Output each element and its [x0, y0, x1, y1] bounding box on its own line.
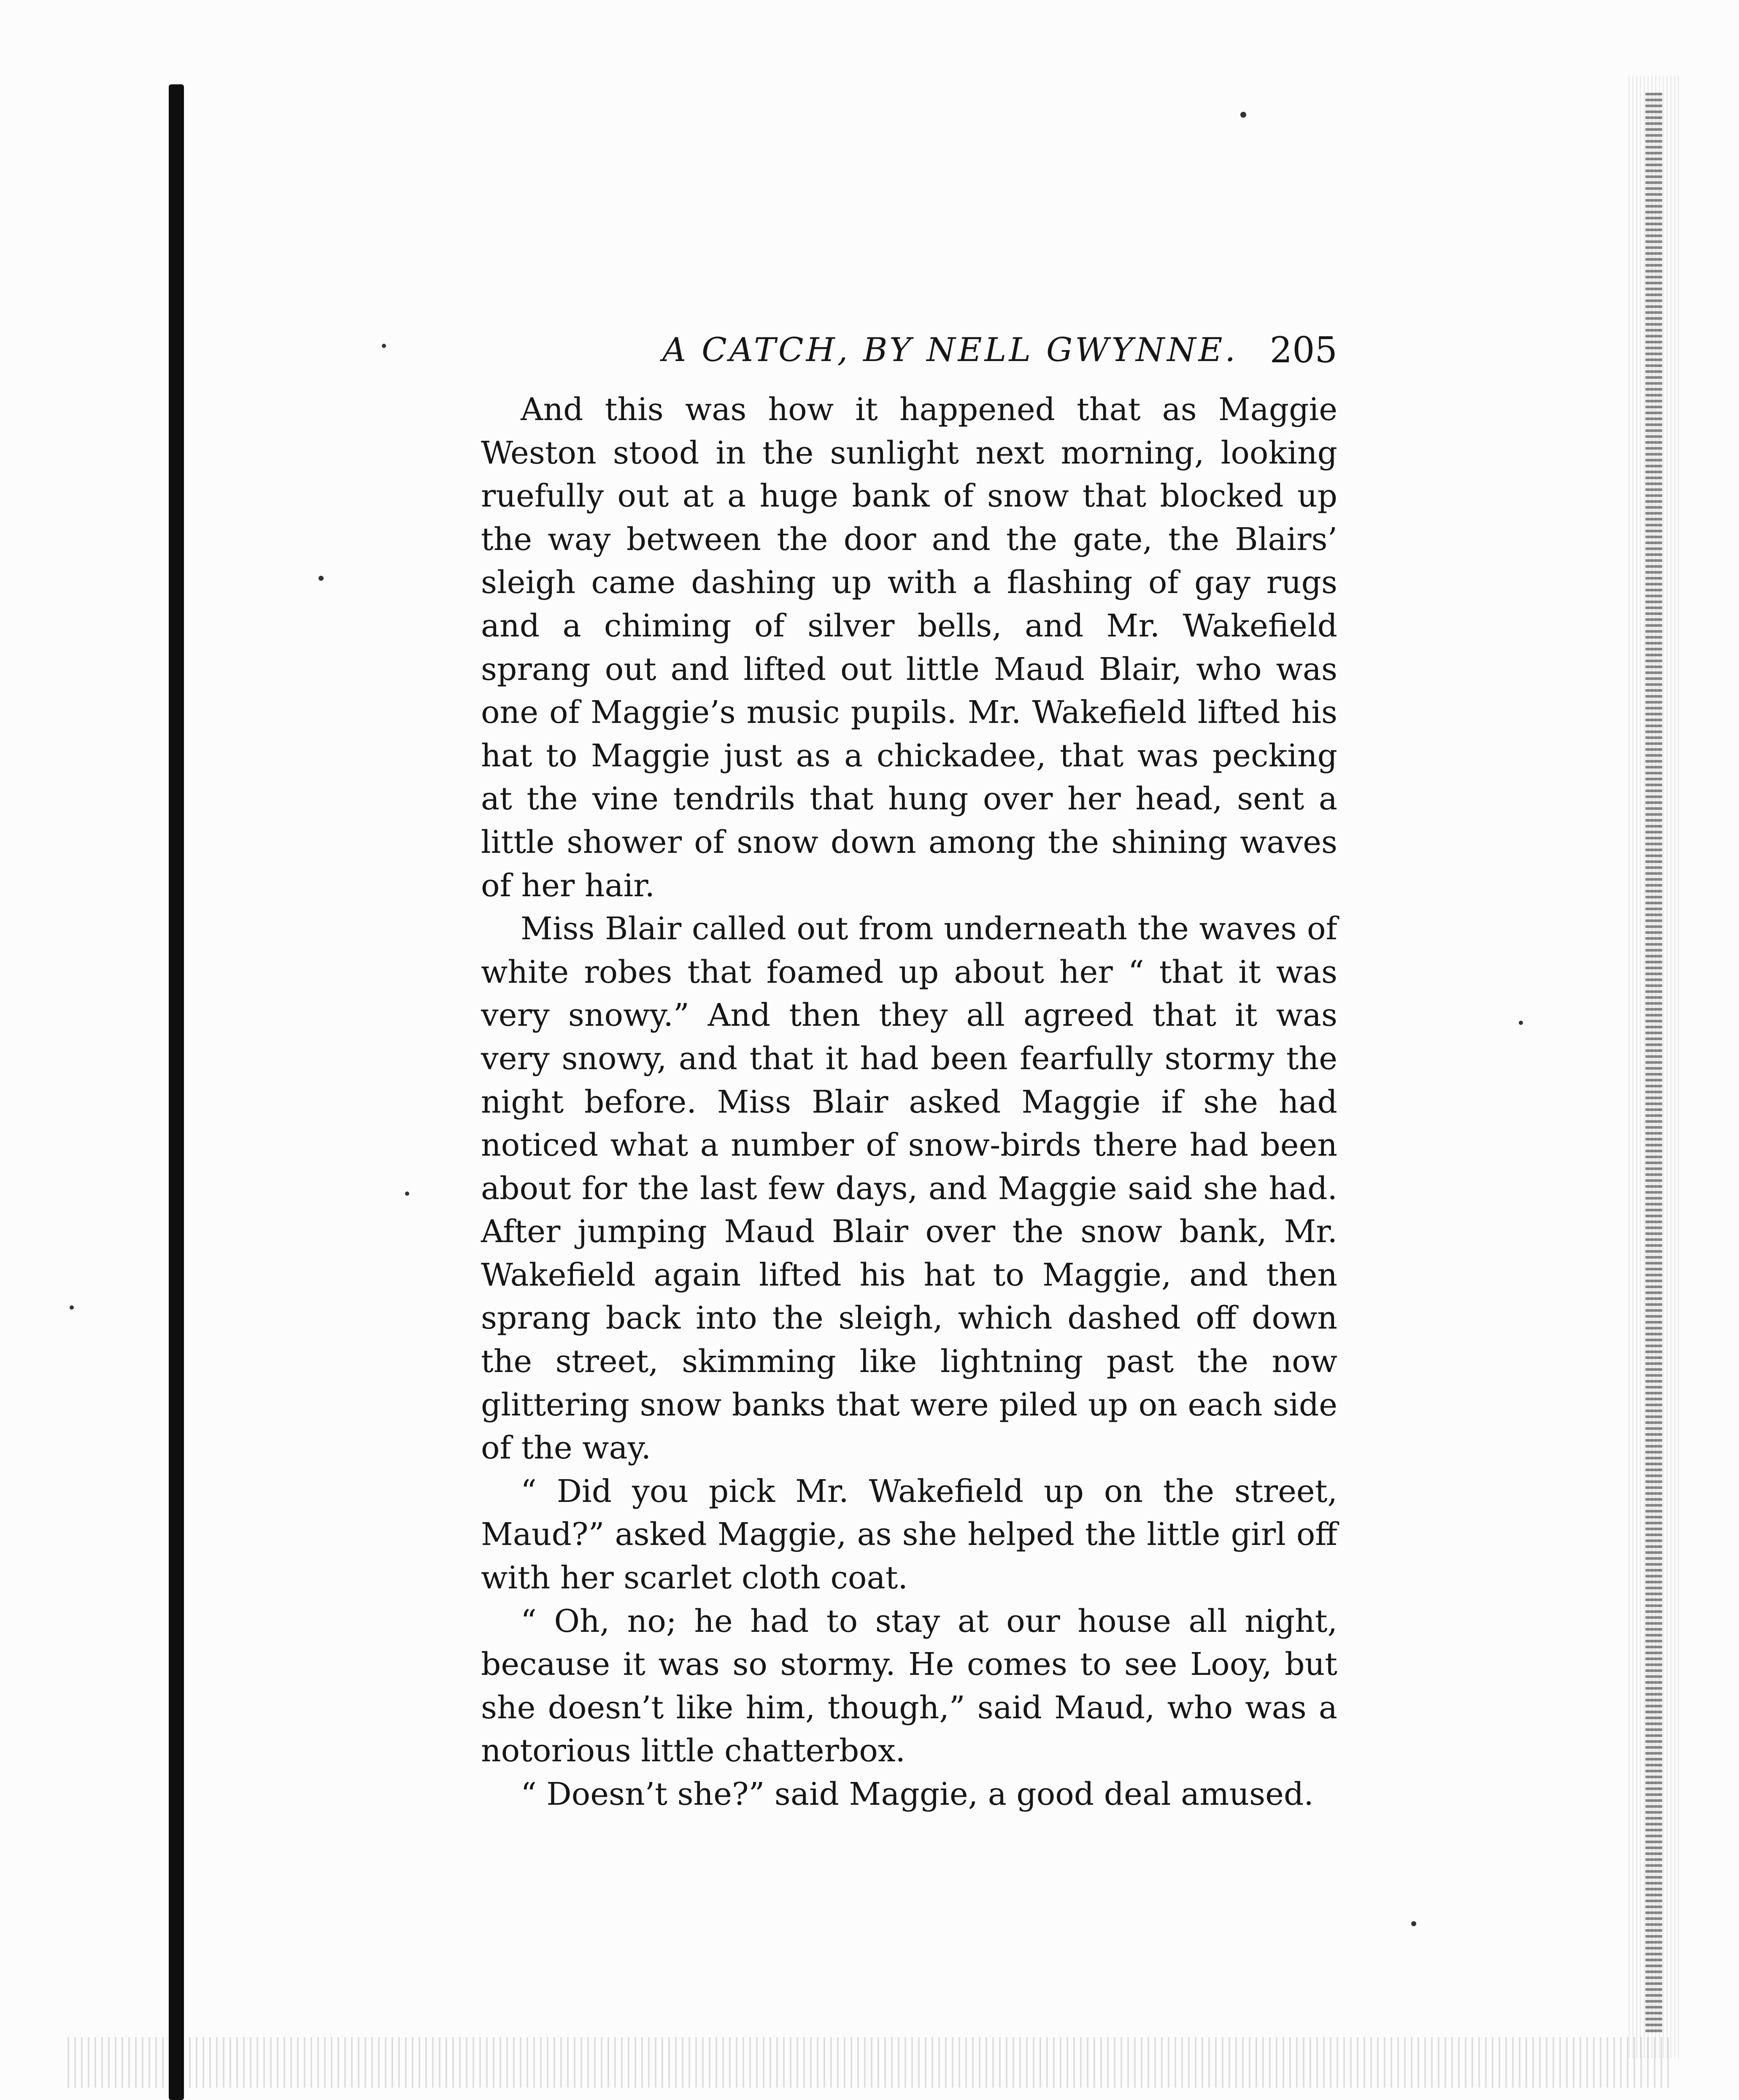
paragraph: “ Oh, no; he had to stay at our house all night, because it was so stormy. He comes to see Looy, but she doesn’t like him, though,” said Maud, who was a notorious little chatterbox.: [481, 1603, 1337, 1769]
scan-speck: [70, 1305, 74, 1310]
scan-speck: [1411, 1921, 1416, 1926]
scan-speck: [1240, 112, 1246, 118]
body-text: [481, 388, 1337, 1816]
page-header: [481, 325, 1337, 375]
page-number: 205: [1269, 329, 1337, 371]
running-title: A CATCH, BY NELL GWYNNE.: [662, 331, 1238, 369]
paragraph: Miss Blair called out from underneath the waves of white robes that foamed up about her “ that it was very snowy.” And then they all agreed that it was very snowy, and that it had been fearfully stormy the night before. Miss Blair asked Maggie if she had noticed what a number of snow-birds there had been about for the last few days, and Maggie said she had. After jumping Maud Blair over the snow bank, Mr. Wakefield again lifted his hat to Maggie, and then sprang back into the sleigh, which dashed off down the street, skimming like lightning past the now glittering snow banks that were piled up on each side of the way.: [481, 911, 1337, 1466]
paragraph: “ Doesn’t she?” said Maggie, a good deal amused.: [521, 1776, 1314, 1812]
scan-speck: [319, 576, 324, 581]
scan-speck: [382, 344, 386, 348]
scan-speck: [405, 1192, 409, 1196]
binding-spine: [169, 84, 184, 2100]
scan-speck: [1519, 1021, 1523, 1025]
bottom-edge-scan-noise: [68, 2037, 1671, 2088]
page-edge-scan-noise: [1645, 93, 1662, 2033]
paragraph: “ Did you pick Mr. Wakefield up on the street, Maud?” asked Maggie, as she helped the little girl off with her scarlet cloth coat.: [481, 1473, 1337, 1596]
paragraph: And this was how it happened that as Maggie Weston stood in the sunlight next morning, looking ruefully out at a huge bank of snow that blocked up the way between the door and the gate, the Blairs’ sleigh came dashing up with a flashing of gay rugs and a chiming of silver bells, and Mr. Wakefield sprang out and lifted out little Maud Blair, who was one of Maggie’s music pupils. Mr. Wakefield lifted his hat to Maggie just as a chickadee, that was pecking at the vine tendrils that hung over her head, sent a little shower of snow down among the shining waves of her hair.: [481, 391, 1337, 904]
